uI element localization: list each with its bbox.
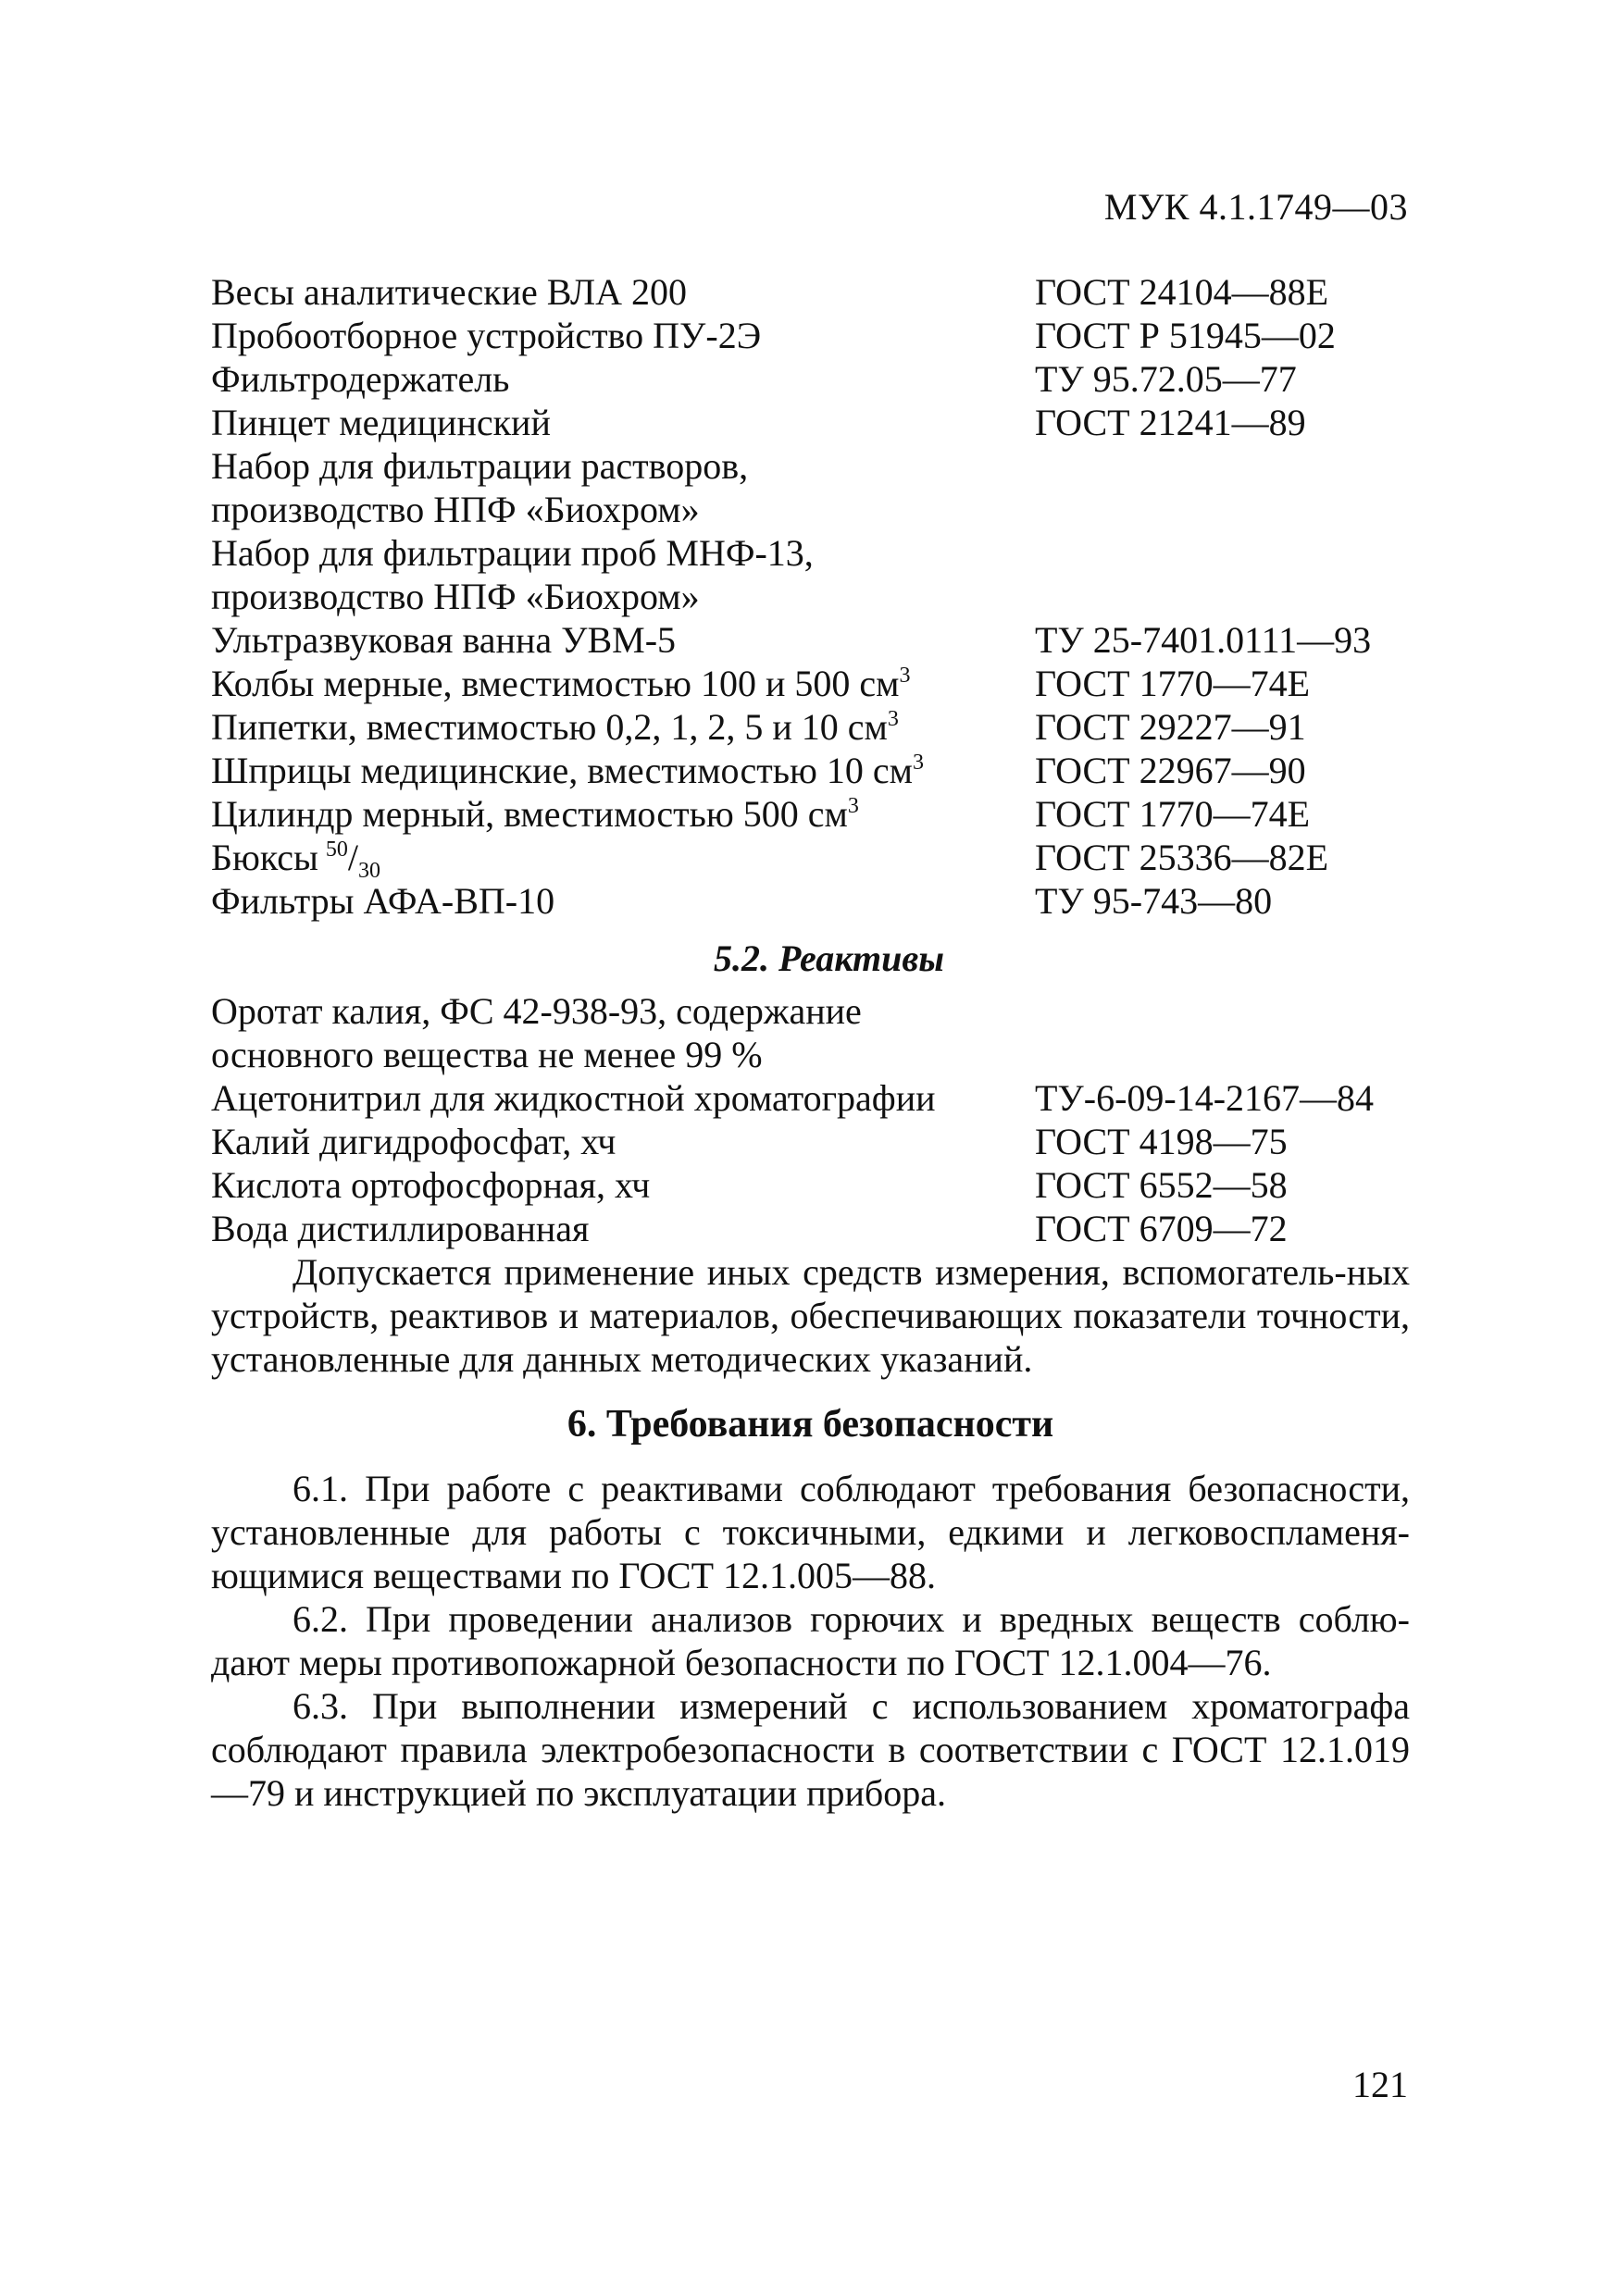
reagent-standard: ГОСТ 4198—75 <box>1035 1121 1288 1162</box>
equipment-name: Набор для фильтрации проб МНФ-13, <box>211 532 814 574</box>
reagent-standard: ГОСТ 6552—58 <box>1035 1164 1288 1206</box>
equipment-standard: ГОСТ 1770—74Е <box>1035 663 1311 704</box>
equipment-name: Пробоотборное устройство ПУ-2Э <box>211 315 762 356</box>
reagents-subheading: 5.2. Реактивы <box>714 937 944 979</box>
superscript: 3 <box>899 664 911 688</box>
equipment-row <box>211 401 1410 444</box>
equipment-name: Фильтры АФА-ВП-10 <box>211 880 555 922</box>
equipment-name-text: Шприцы медицинские, вместимостью 10 см <box>211 750 913 791</box>
reagent-name: Вода дистиллированная <box>211 1208 590 1249</box>
equipment-name <box>211 662 1035 705</box>
safety-paragraph: 6.3. При выполнении измерений с использованием хроматографа соблюдают правила электробезопасности в соответствии с ГОСТ 12.1.019—79 и инструкцией по эксплуатации прибора. <box>211 1685 1410 1814</box>
equipment-standard: ТУ 95-743—80 <box>1035 880 1273 922</box>
equipment-standard: ГОСТ 29227—91 <box>1035 706 1306 748</box>
equipment-row <box>211 836 1410 883</box>
fraction-slash: / <box>347 837 359 878</box>
equipment-name <box>211 836 1035 883</box>
equipment-row <box>211 531 1410 575</box>
reagent-name: Кислота ортофосфорная, хч <box>211 1164 651 1206</box>
equipment-row <box>211 792 1410 836</box>
equipment-name <box>211 749 1035 792</box>
superscript: 3 <box>847 794 859 818</box>
reagent-row <box>211 1033 1410 1076</box>
reagent-row <box>211 1207 1410 1250</box>
equipment-name <box>211 792 1035 836</box>
equipment-row <box>211 575 1410 618</box>
equipment-name: Фильтродержатель <box>211 358 510 400</box>
equipment-row <box>211 618 1410 662</box>
reagent-name: Оротат калия, ФС 42-938-93, содержание <box>211 990 862 1032</box>
reagent-name: основного вещества не менее 99 % <box>211 1034 763 1075</box>
reagent-row <box>211 1076 1410 1120</box>
superscript: 3 <box>912 751 924 775</box>
reagent-row <box>211 989 1410 1033</box>
equipment-row <box>211 705 1410 749</box>
equipment-name: Пинцет медицинский <box>211 402 551 443</box>
equipment-row <box>211 270 1410 314</box>
equipment-name-text: Пипетки, вместимостью 0,2, 1, 2, 5 и 10 см <box>211 706 888 748</box>
page-number: 121 <box>1352 2064 1408 2105</box>
reagent-row <box>211 1120 1410 1163</box>
equipment-name: Набор для фильтрации растворов, <box>211 445 749 487</box>
equipment-name-text: Бюксы <box>211 837 318 878</box>
reagent-name: Калий дигидрофосфат, хч <box>211 1121 616 1162</box>
equipment-standard: ГОСТ 22967—90 <box>1035 750 1306 791</box>
safety-paragraph: 6.2. При проведении анализов горючих и вредных веществ соблю-дают меры противопожарной безопасности по ГОСТ 12.1.004—76. <box>211 1598 1410 1683</box>
fraction-numerator: 50 <box>325 838 348 862</box>
equipment-row <box>211 879 1410 923</box>
equipment-list <box>211 270 1410 923</box>
equipment-row <box>211 444 1410 488</box>
equipment-standard: ГОСТ 24104—88Е <box>1035 271 1329 313</box>
superscript: 3 <box>887 707 899 731</box>
equipment-name-text: Колбы мерные, вместимостью 100 и 500 см <box>211 663 900 704</box>
equipment-name <box>211 705 1035 749</box>
document-code-header: МУК 4.1.1749—03 <box>1103 186 1408 228</box>
reagent-standard: ГОСТ 6709—72 <box>1035 1208 1288 1249</box>
reagent-standard: ТУ-6-09-14-2167—84 <box>1035 1077 1375 1119</box>
reagents-list <box>211 989 1410 1250</box>
equipment-name: производство НПФ «Биохром» <box>211 489 700 530</box>
reagent-row <box>211 1163 1410 1207</box>
equipment-row <box>211 662 1410 705</box>
section-heading: 6. Требования безопасности <box>567 1403 1054 1446</box>
equipment-standard: ГОСТ 25336—82Е <box>1035 837 1329 878</box>
equipment-name-text: Цилиндр мерный, вместимостью 500 см <box>211 793 848 835</box>
equipment-name: производство НПФ «Биохром» <box>211 576 700 617</box>
equipment-row <box>211 314 1410 357</box>
reagent-name: Ацетонитрил для жидкостной хроматографии <box>211 1077 936 1119</box>
equipment-row <box>211 488 1410 531</box>
equipment-name: Ультразвуковая ванна УВМ-5 <box>211 619 677 661</box>
equipment-standard: ГОСТ Р 51945—02 <box>1035 315 1336 356</box>
allowance-paragraph: Допускается применение иных средств измерения, вспомогатель-ных устройств, реактивов и материалов, обеспечивающих показатели точности, установленные для данных методических указаний. <box>211 1251 1410 1380</box>
equipment-row <box>211 357 1410 401</box>
fraction-denominator: 30 <box>358 859 381 883</box>
safety-paragraph: 6.1. При работе с реактивами соблюдают требования безопасности, установленные для работы с токсичными, едкими и легковоспламеня-ющимися веществами по ГОСТ 12.1.005—88. <box>211 1468 1410 1596</box>
equipment-row <box>211 749 1410 792</box>
page-content <box>211 270 1410 1815</box>
equipment-standard: ГОСТ 21241—89 <box>1035 402 1306 443</box>
equipment-standard: ТУ 95.72.05—77 <box>1035 358 1297 400</box>
equipment-standard: ТУ 25-7401.0111—93 <box>1035 619 1372 661</box>
equipment-standard: ГОСТ 1770—74Е <box>1035 793 1311 835</box>
equipment-name: Весы аналитические ВЛА 200 <box>211 271 687 313</box>
